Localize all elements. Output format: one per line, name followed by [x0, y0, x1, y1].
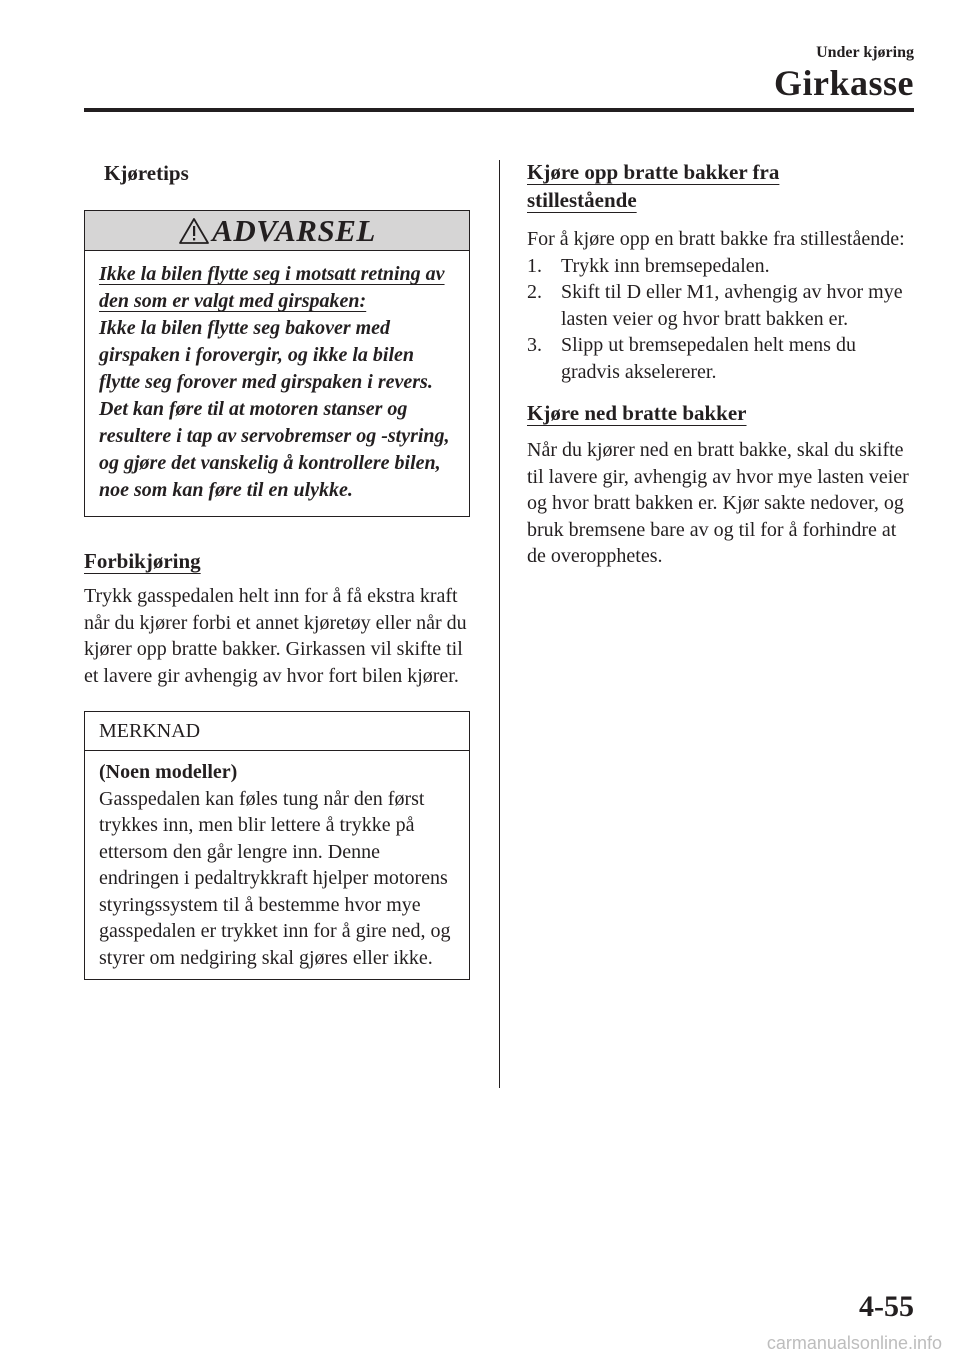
warning-text: Ikke la bilen flytte seg bakover med girspaken i forovergir, og ikke la bilen flytte seg forover med girspaken i revers. Det kan føre til at motoren stanser og resultere i tap av servobremser og -styring, og gjøre det vanskelig å kontrollere bilen, noe som kan føre til en ulykke.: [99, 317, 450, 501]
uphill-steps: [527, 253, 913, 386]
step-number: 2.: [527, 281, 542, 303]
tips-title: Kjøretips: [104, 161, 189, 185]
step-number: 3.: [527, 334, 542, 356]
list-item: [527, 253, 913, 280]
uphill-heading-line2: stillestående: [527, 188, 637, 212]
page-number: 4-55: [859, 1290, 914, 1323]
step-number: 1.: [527, 254, 542, 277]
step-text: Trykk inn bremsepedalen.: [561, 254, 770, 277]
warning-body: [85, 251, 469, 516]
warning-label: ADVARSEL: [212, 212, 376, 248]
uphill-heading-line1: Kjøre opp bratte bakker fra: [527, 160, 780, 184]
step-text: Skift til D eller M1, avhengig av hvor mye lasten veier og hvor bratt bakken er.: [561, 281, 903, 330]
note-label: MERKNAD: [85, 712, 469, 751]
uphill-heading: [527, 158, 913, 214]
warning-header: [85, 211, 469, 251]
header-rule: [84, 108, 914, 112]
downhill-heading-text: Kjøre ned bratte bakker: [527, 401, 747, 425]
right-column: [527, 158, 913, 570]
note-lead: (Noen modeller): [99, 761, 238, 783]
note-body: [85, 751, 469, 979]
warning-box: [84, 210, 470, 517]
column-divider: [499, 160, 500, 1088]
downhill-text: Når du kjører ned en bratt bakke, skal du skifte til lavere gir, avhengig av hvor mye lasten veier og hvor bratt bakken er. Kjør sakte nedover, og bruk bremsene bare av og til for å forhindre at de overopphetes.: [527, 439, 909, 567]
left-column: [84, 158, 470, 980]
section-title: Girkasse: [773, 63, 914, 103]
note-box: [84, 711, 470, 980]
step-text: Slipp ut bremsepedalen helt mens du gradvis akselererer.: [561, 334, 856, 383]
uphill-intro: For å kjøre opp en bratt bakke fra stillestående:: [527, 228, 905, 250]
watermark: carmanualsonline.info: [766, 1333, 942, 1353]
overtaking-text: Trykk gasspedalen helt inn for å få ekstra kraft når du kjører forbi et annet kjøretøy eller når du kjører opp bratte bakker. Girkassen vil skifte til et lavere gir avhengig av hvor fort bilen kjører.: [84, 585, 467, 687]
overtaking-heading: [84, 547, 470, 575]
section-subtitle: Under kjøring: [816, 44, 914, 61]
list-item: [527, 332, 913, 385]
warning-lead: Ikke la bilen flytte seg i motsatt retning av den som er valgt med girspaken:: [99, 263, 445, 312]
downhill-heading: [527, 399, 913, 427]
overtaking-heading-text: Forbikjøring: [84, 549, 201, 573]
note-text: Gasspedalen kan føles tung når den først trykkes inn, men blir lettere å trykke på ettersom den går lengre inn. Denne endringen i pedaltrykkraft hjelper motorens styringssystem til å bestemme hvor mye gasspedalen er trykket inn for å gire ned, og styrer om nedgiring skal gjøres eller ikke.: [99, 787, 451, 969]
warning-triangle-icon: [178, 217, 210, 245]
list-item: [527, 279, 913, 332]
